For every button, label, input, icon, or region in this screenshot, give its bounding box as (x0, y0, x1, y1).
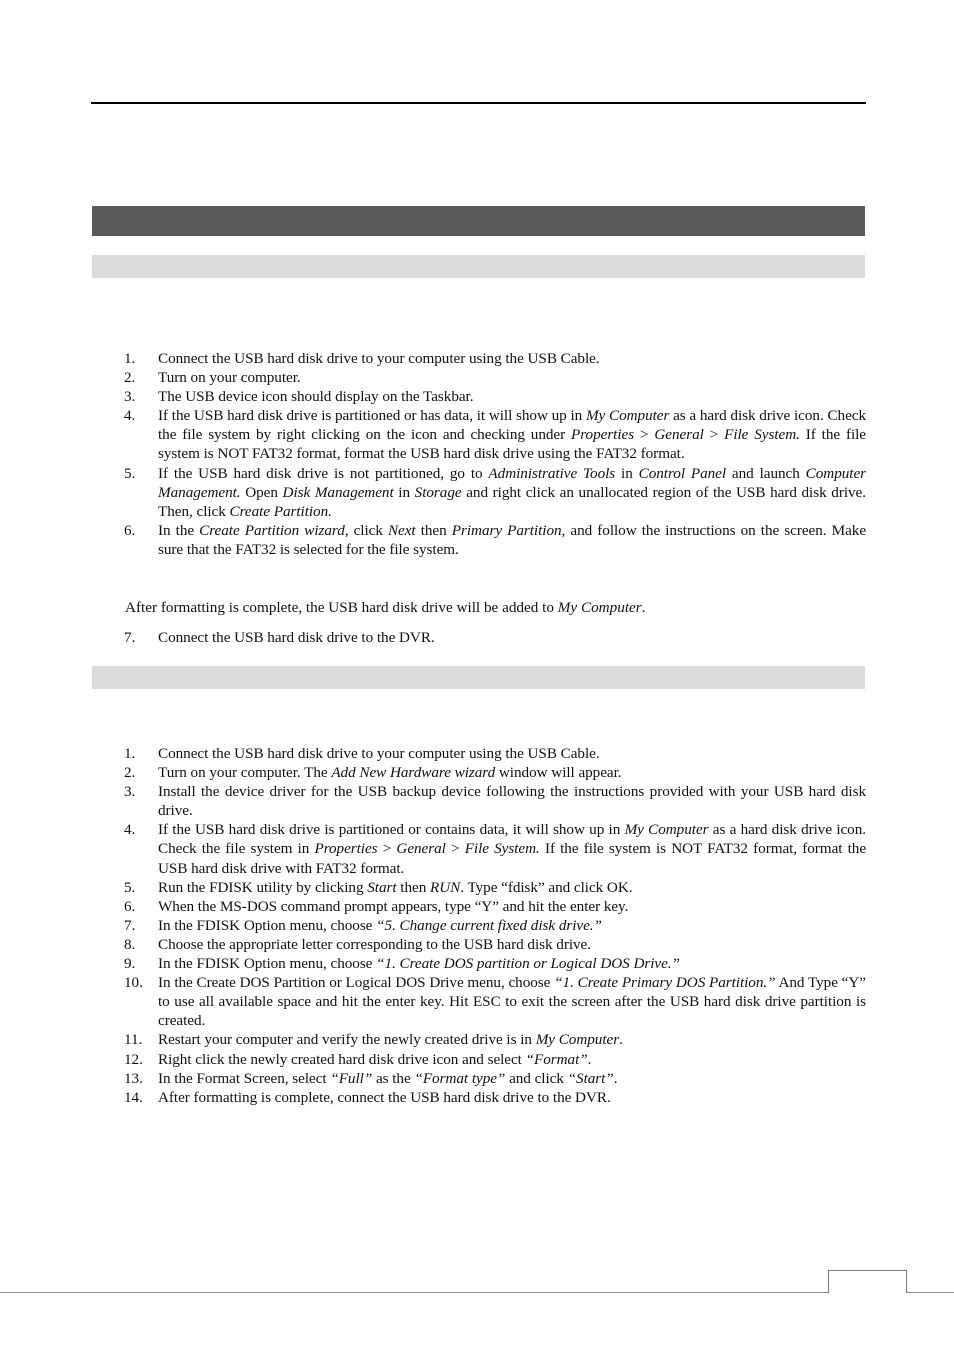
step-text: In the Create DOS Partition or Logical DOS Drive menu, choose “1. Create Primary DOS Partition.” And Type “Y” to use all available space and hit the enter key. Hit ESC to exit the screen after the USB hard disk drive partition is created. (158, 974, 866, 1030)
step-text: If the USB hard disk drive is not partitioned, go to Administrative Tools in Control Panel and launch Computer Management. Open Disk Management in Storage and right click an unallocated region of the USB hard disk drive. Then, click Create Partition. (158, 464, 867, 520)
step-number: 5. (124, 878, 136, 896)
step-number: 13. (124, 1069, 143, 1087)
step-text: Install the device driver for the USB backup device following the instructions provided with your USB hard disk drive. (158, 783, 866, 820)
footer-rule (0, 1292, 954, 1293)
list-item (124, 1030, 866, 1049)
step-number: 1. (124, 350, 136, 367)
step-text: In the FDISK Option menu, choose “1. Create DOS partition or Logical DOS Drive.” (158, 955, 680, 973)
step-number: 4. (124, 407, 136, 425)
step-number: 1. (124, 745, 136, 762)
step-text: Right click the newly created hard disk drive icon and select “Format”. (158, 1050, 592, 1068)
list-item (124, 973, 866, 1030)
step-text: If the USB hard disk drive is partitioned or has data, it will show up in My Computer as a hard disk drive icon. Check the file system by right clicking on the icon and checking under Properties > General > File System. If the file system is NOT FAT32 format, format the USB hard disk drive using the FAT32 format. (158, 407, 866, 463)
list-item (124, 782, 866, 820)
step-text: Run the FDISK utility by clicking Start then RUN. Type “fdisk” and click OK. (158, 878, 633, 896)
list-item (124, 1088, 866, 1107)
step-text: Turn on your computer. The Add New Hardware wizard window will appear. (158, 764, 622, 782)
step-text: The USB device icon should display on the Taskbar. (158, 388, 474, 406)
step-number: 11. (124, 1031, 143, 1049)
step-text: After formatting is complete, connect the USB hard disk drive to the DVR. (158, 1088, 611, 1106)
step-number: 10. (124, 974, 143, 992)
step-number: 6. (124, 897, 136, 915)
step-number: 3. (124, 783, 136, 801)
step-text: Connect the USB hard disk drive to your computer using the USB Cable. (158, 745, 600, 762)
page-number-tab (828, 1270, 907, 1293)
list-item (124, 368, 866, 387)
step-text: In the FDISK Option menu, choose “5. Change current fixed disk drive.” (158, 916, 602, 934)
list-item (124, 628, 866, 647)
step-text: Choose the appropriate letter corresponding to the USB hard disk drive. (158, 935, 591, 953)
step-number: 2. (124, 369, 136, 387)
step-text: If the USB hard disk drive is partitioned or contains data, it will show up in My Computer as a hard disk drive icon. Check the file system in Properties > General > File System. If the file system is NOT FAT32 format, format the USB hard disk drive with FAT32 format. (158, 821, 867, 877)
step-number: 3. (124, 388, 136, 406)
step-number: 2. (124, 764, 136, 782)
steps-list-b (124, 744, 866, 1107)
list-item (124, 1069, 866, 1088)
list-item (124, 763, 866, 782)
step-number: 7. (124, 629, 136, 646)
step-text: Connect the USB hard disk drive to the DVR. (158, 629, 435, 646)
list-item (124, 878, 866, 897)
step-text: When the MS-DOS command prompt appears, type “Y” and hit the enter key. (158, 897, 629, 915)
list-item (124, 820, 866, 877)
step-number: 7. (124, 916, 136, 934)
list-item (124, 406, 866, 463)
list-item (124, 897, 866, 916)
step-number: 8. (124, 935, 136, 953)
step-text: Turn on your computer. (158, 369, 301, 387)
list-item (124, 744, 866, 763)
step-number: 9. (124, 955, 136, 973)
step-text: In the Format Screen, select “Full” as the “Format type” and click “Start”. (158, 1069, 618, 1087)
section-title-bar (92, 206, 865, 236)
list-item (124, 954, 866, 973)
list-item (124, 387, 866, 406)
step-number: 5. (124, 464, 136, 482)
list-item (124, 521, 866, 559)
step-number: 4. (124, 821, 136, 839)
subsection-bar-2 (92, 666, 865, 689)
list-item (124, 464, 866, 521)
steps-list-a (124, 349, 866, 559)
step-text: In the Create Partition wizard, click Next then Primary Partition, and follow the instructions on the screen. Make sure that the FAT32 is selected for the file system. (158, 521, 867, 558)
list-item (124, 935, 866, 954)
list-item (124, 1050, 866, 1069)
subsection-bar-1 (92, 255, 865, 278)
formatting-note: After formatting is complete, the USB hard disk drive will be added to My Computer. (125, 599, 646, 616)
step-number: 14. (124, 1088, 143, 1106)
steps-list-a-final (124, 628, 866, 647)
step-text: Restart your computer and verify the newly created drive is in My Computer. (158, 1031, 623, 1049)
list-item (124, 916, 866, 935)
step-number: 12. (124, 1050, 143, 1068)
list-item (124, 349, 866, 368)
step-text: Connect the USB hard disk drive to your computer using the USB Cable. (158, 350, 600, 367)
header-rule (91, 102, 866, 104)
step-number: 6. (124, 521, 136, 539)
